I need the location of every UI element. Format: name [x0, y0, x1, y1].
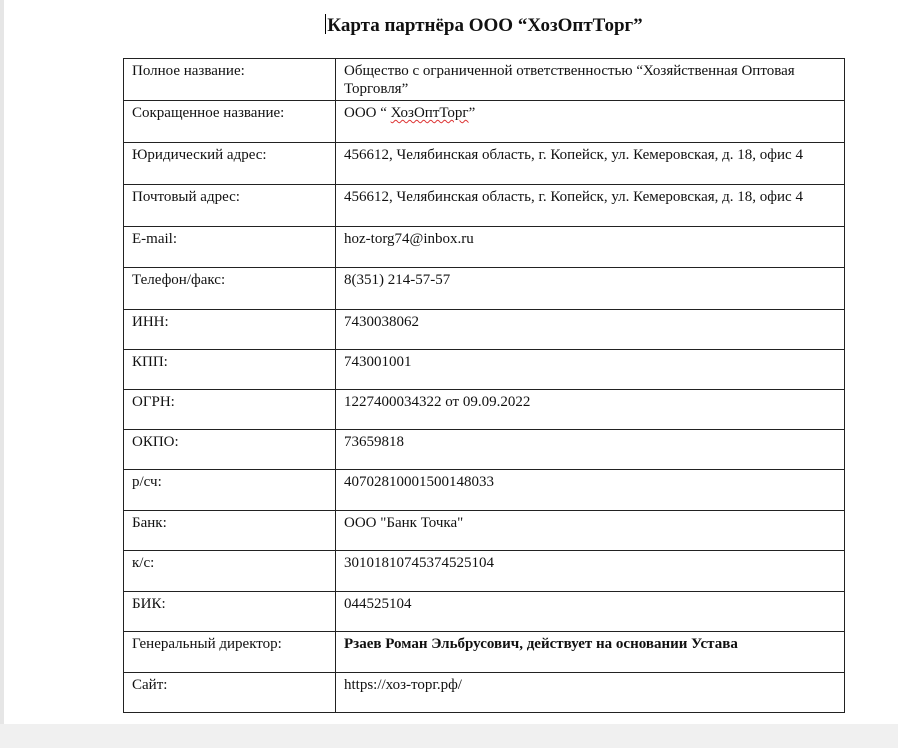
- row-value: hoz-torg74@inbox.ru: [336, 227, 845, 268]
- table-row: [124, 632, 845, 673]
- table-row: [124, 430, 845, 470]
- row-value: 456612, Челябинская область, г. Копейск, ул. Кемеровская, д. 18, офис 4: [336, 185, 845, 227]
- spellcheck-marked-word[interactable]: ХозОптТорг: [390, 105, 469, 121]
- row-value: 8(351) 214-57-57: [336, 268, 845, 310]
- row-value: 1227400034322 от 09.09.2022: [336, 390, 845, 430]
- partner-card-table: [123, 58, 845, 713]
- row-label: ОКПО:: [124, 430, 336, 470]
- row-label: E-mail:: [124, 227, 336, 268]
- window-bottom-bar: [0, 724, 898, 748]
- table-row: [124, 350, 845, 390]
- row-value: 73659818: [336, 430, 845, 470]
- document-title-text: Карта партнёра ООО “ХозОптТорг”: [327, 15, 643, 36]
- table-row: [124, 511, 845, 551]
- table-row: [124, 143, 845, 185]
- row-value: 40702810001500148033: [336, 470, 845, 511]
- row-value: 30101810745374525104: [336, 551, 845, 592]
- row-label: к/с:: [124, 551, 336, 592]
- table-row: [124, 101, 845, 143]
- page-edge: [0, 0, 4, 724]
- row-label: ИНН:: [124, 310, 336, 350]
- table-row: [124, 551, 845, 592]
- row-label: Сокращенное название:: [124, 101, 336, 143]
- row-label: Сайт:: [124, 673, 336, 713]
- row-value: 456612, Челябинская область, г. Копейск, ул. Кемеровская, д. 18, офис 4: [336, 143, 845, 185]
- row-label: ОГРН:: [124, 390, 336, 430]
- row-label: Банк:: [124, 511, 336, 551]
- row-label: Почтовый адрес:: [124, 185, 336, 227]
- row-value: [336, 101, 845, 143]
- row-value: 044525104: [336, 592, 845, 632]
- table-row: [124, 673, 845, 713]
- row-label: Генеральный директор:: [124, 632, 336, 673]
- row-label: р/сч:: [124, 470, 336, 511]
- row-label: Полное название:: [124, 59, 336, 101]
- table-row: [124, 390, 845, 430]
- row-value: 743001001: [336, 350, 845, 390]
- row-value: Общество с ограниченной ответственностью “Хозяйственная Оптовая Торговля”: [336, 59, 845, 101]
- document-title[interactable]: [0, 14, 898, 38]
- row-value: Рзаев Роман Эльбрусович, действует на основании Устава: [336, 632, 845, 673]
- row-value: 7430038062: [336, 310, 845, 350]
- table-row: [124, 310, 845, 350]
- table-row: [124, 185, 845, 227]
- row-value-prefix: ООО “: [344, 105, 391, 121]
- row-label: Юридический адрес:: [124, 143, 336, 185]
- table-row: [124, 470, 845, 511]
- row-label: Телефон/факс:: [124, 268, 336, 310]
- row-value-suffix: ”: [468, 105, 476, 121]
- row-label: КПП:: [124, 350, 336, 390]
- row-label: БИК:: [124, 592, 336, 632]
- table-row: [124, 268, 845, 310]
- table-row: [124, 592, 845, 632]
- row-value: ООО "Банк Точка": [336, 511, 845, 551]
- row-value: https://хоз-торг.рф/: [336, 673, 845, 713]
- table-row: [124, 59, 845, 101]
- table-row: [124, 227, 845, 268]
